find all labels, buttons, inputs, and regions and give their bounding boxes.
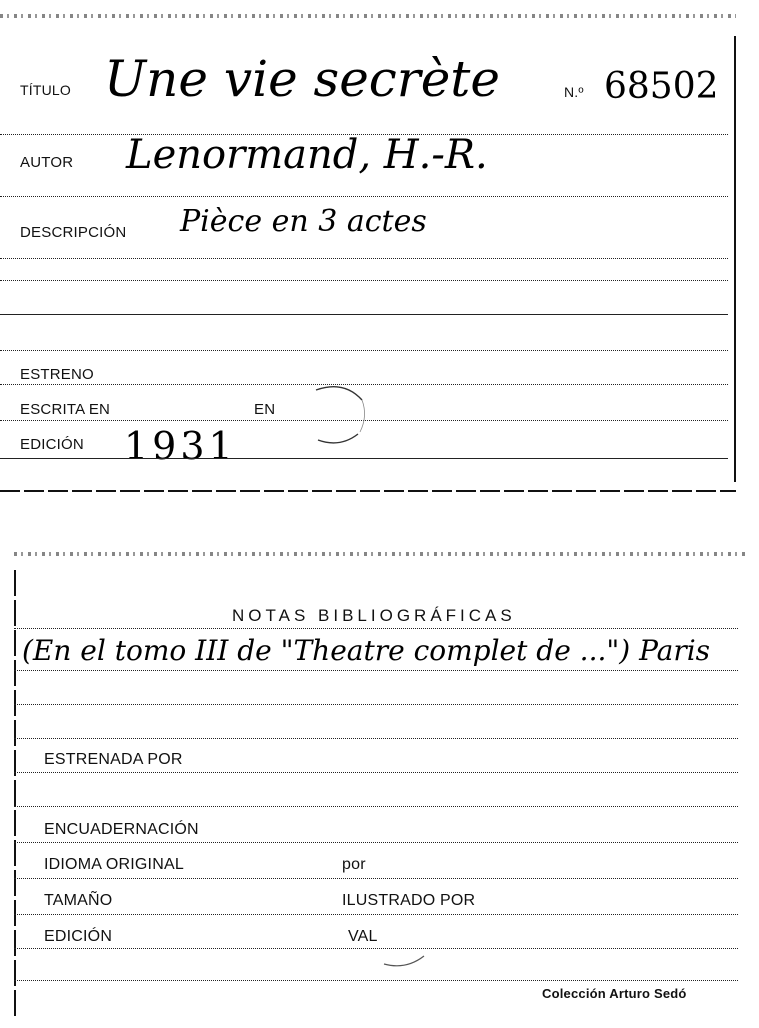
autor-rule bbox=[0, 196, 728, 197]
heading-rule bbox=[14, 628, 738, 629]
descripcion-value: Pièce en 3 actes bbox=[180, 204, 427, 239]
estrenada-rule bbox=[14, 772, 738, 773]
encuadernacion-label: ENCUADERNACIÓN bbox=[44, 821, 199, 838]
descripcion-label: DESCRIPCIÓN bbox=[20, 224, 127, 241]
numero-label: N.º bbox=[564, 84, 584, 100]
ilustrado-por-label: ILUSTRADO POR bbox=[342, 892, 476, 909]
card-top-edge bbox=[14, 552, 746, 556]
collection-credit: Colección Arturo Sedó bbox=[542, 986, 687, 1001]
notes-value: (En el tomo III de "Theatre complet de ...") Paris bbox=[22, 634, 711, 667]
card-top-edge bbox=[0, 14, 736, 18]
blank-rule-1 bbox=[0, 280, 728, 281]
estrenada-por-label: ESTRENADA POR bbox=[44, 751, 183, 768]
notes-rule-1 bbox=[14, 670, 738, 671]
valor-label: VAL bbox=[348, 928, 378, 945]
titulo-label: TÍTULO bbox=[20, 82, 71, 98]
catalog-card-back bbox=[14, 552, 746, 1018]
edicion-back-label: EDICIÓN bbox=[44, 928, 113, 945]
blank-rule-2 bbox=[0, 314, 728, 315]
punch-hole-mark bbox=[304, 382, 374, 452]
numero-value: 68502 bbox=[604, 66, 719, 107]
blank-rule-b2 bbox=[14, 980, 738, 981]
card-bottom-edge bbox=[0, 490, 736, 492]
notes-rule-2 bbox=[14, 704, 738, 705]
edicion-rule bbox=[0, 458, 728, 459]
por-label: por bbox=[342, 856, 366, 873]
blank-rule-b1 bbox=[14, 806, 738, 807]
catalog-card-front bbox=[0, 14, 736, 492]
escrita-en-label: ESCRITA EN bbox=[20, 401, 111, 418]
descripcion-rule bbox=[0, 258, 728, 259]
idioma-rule bbox=[14, 878, 738, 879]
notas-heading: NOTAS BIBLIOGRÁFICAS bbox=[232, 606, 516, 625]
encuadernacion-rule bbox=[14, 842, 738, 843]
tamano-rule bbox=[14, 914, 738, 915]
notes-rule-3 bbox=[14, 738, 738, 739]
edicion-value: 1931 bbox=[124, 424, 237, 468]
autor-label: AUTOR bbox=[20, 154, 74, 171]
en-label: EN bbox=[254, 401, 276, 418]
edicion-back-rule bbox=[14, 948, 738, 949]
tamano-label: TAMAÑO bbox=[44, 892, 113, 909]
titulo-value: Une vie secrète bbox=[104, 50, 500, 108]
card-left-edge bbox=[14, 570, 16, 1018]
card-right-edge bbox=[734, 36, 736, 482]
blank-rule-3 bbox=[0, 350, 728, 351]
edicion-label: EDICIÓN bbox=[20, 436, 84, 453]
autor-value: Lenormand, H.-R. bbox=[126, 132, 488, 178]
punch-hole-mark bbox=[378, 930, 438, 970]
idioma-original-label: IDIOMA ORIGINAL bbox=[44, 856, 184, 873]
estreno-label: ESTRENO bbox=[20, 366, 94, 383]
